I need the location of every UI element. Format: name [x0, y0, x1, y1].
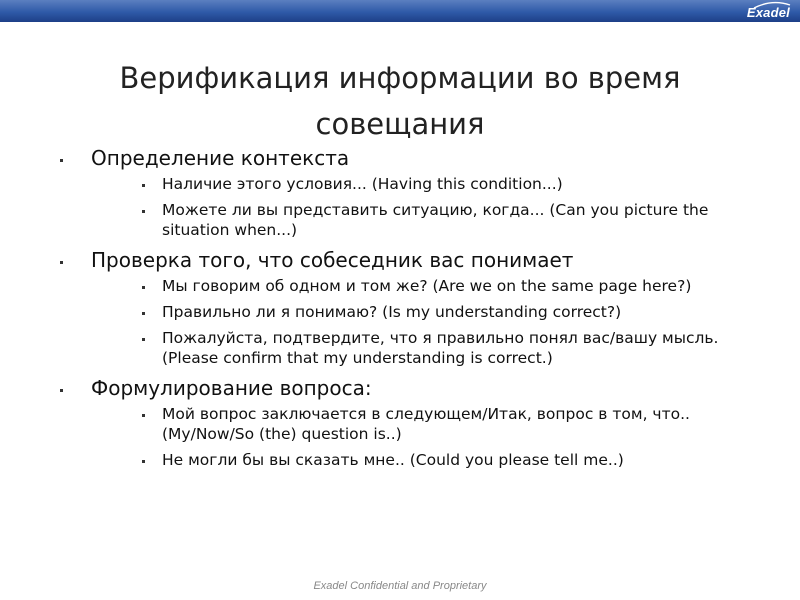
- sub-bullet-icon: [142, 286, 145, 289]
- footer-confidential: Exadel Confidential and Proprietary: [313, 580, 487, 592]
- sub-item: [91, 200, 772, 240]
- section-heading: Определение контекста: [91, 146, 350, 170]
- sub-bullet-list: [91, 404, 772, 470]
- section-item: [52, 374, 772, 470]
- section-item: [52, 144, 772, 240]
- sub-item-text: Не могли бы вы сказать мне.. (Could you please tell me..): [162, 451, 624, 469]
- slide-content: [52, 144, 772, 476]
- sub-bullet-icon: [142, 184, 145, 187]
- sub-item-text: Правильно ли я понимаю? (Is my understanding correct?): [162, 303, 622, 321]
- sub-bullet-icon: [142, 210, 145, 213]
- header-bar: [0, 0, 800, 22]
- sub-item: [91, 302, 772, 322]
- sub-item: [91, 404, 772, 444]
- bullet-icon: [60, 389, 63, 392]
- section-heading: Формулирование вопроса:: [91, 376, 372, 400]
- sub-item-text: Можете ли вы представить ситуацию, когда... (Can you picture the situation when...): [162, 201, 709, 239]
- sub-bullet-icon: [142, 460, 145, 463]
- sub-item: [91, 174, 772, 194]
- sub-item: [91, 450, 772, 470]
- bullet-list: [52, 144, 772, 470]
- slide-title: Верификация информации во время совещания: [119, 61, 681, 142]
- sub-item-text: Мы говорим об одном и том же? (Are we on the same page here?): [162, 277, 692, 295]
- sub-item: [91, 276, 772, 296]
- sub-item-text: Пожалуйста, подтвердите, что я правильно понял вас/вашу мысль. (Please confirm that my understanding is correct.): [162, 329, 719, 367]
- sub-item: [91, 328, 772, 368]
- sub-bullet-list: [91, 174, 772, 240]
- sub-item-text: Мой вопрос заключается в следующем/Итак, вопрос в том, что.. (My/Now/So (the) question is..): [162, 405, 690, 443]
- bullet-icon: [60, 159, 63, 162]
- sub-bullet-icon: [142, 312, 145, 315]
- bullet-icon: [60, 261, 63, 264]
- section-item: [52, 246, 772, 368]
- sub-bullet-icon: [142, 414, 145, 417]
- sub-bullet-list: [91, 276, 772, 368]
- sub-bullet-icon: [142, 338, 145, 341]
- sub-item-text: Наличие этого условия... (Having this condition...): [162, 175, 563, 193]
- section-heading: Проверка того, что собеседник вас понимает: [91, 248, 574, 272]
- exadel-logo: Exadel: [746, 5, 790, 20]
